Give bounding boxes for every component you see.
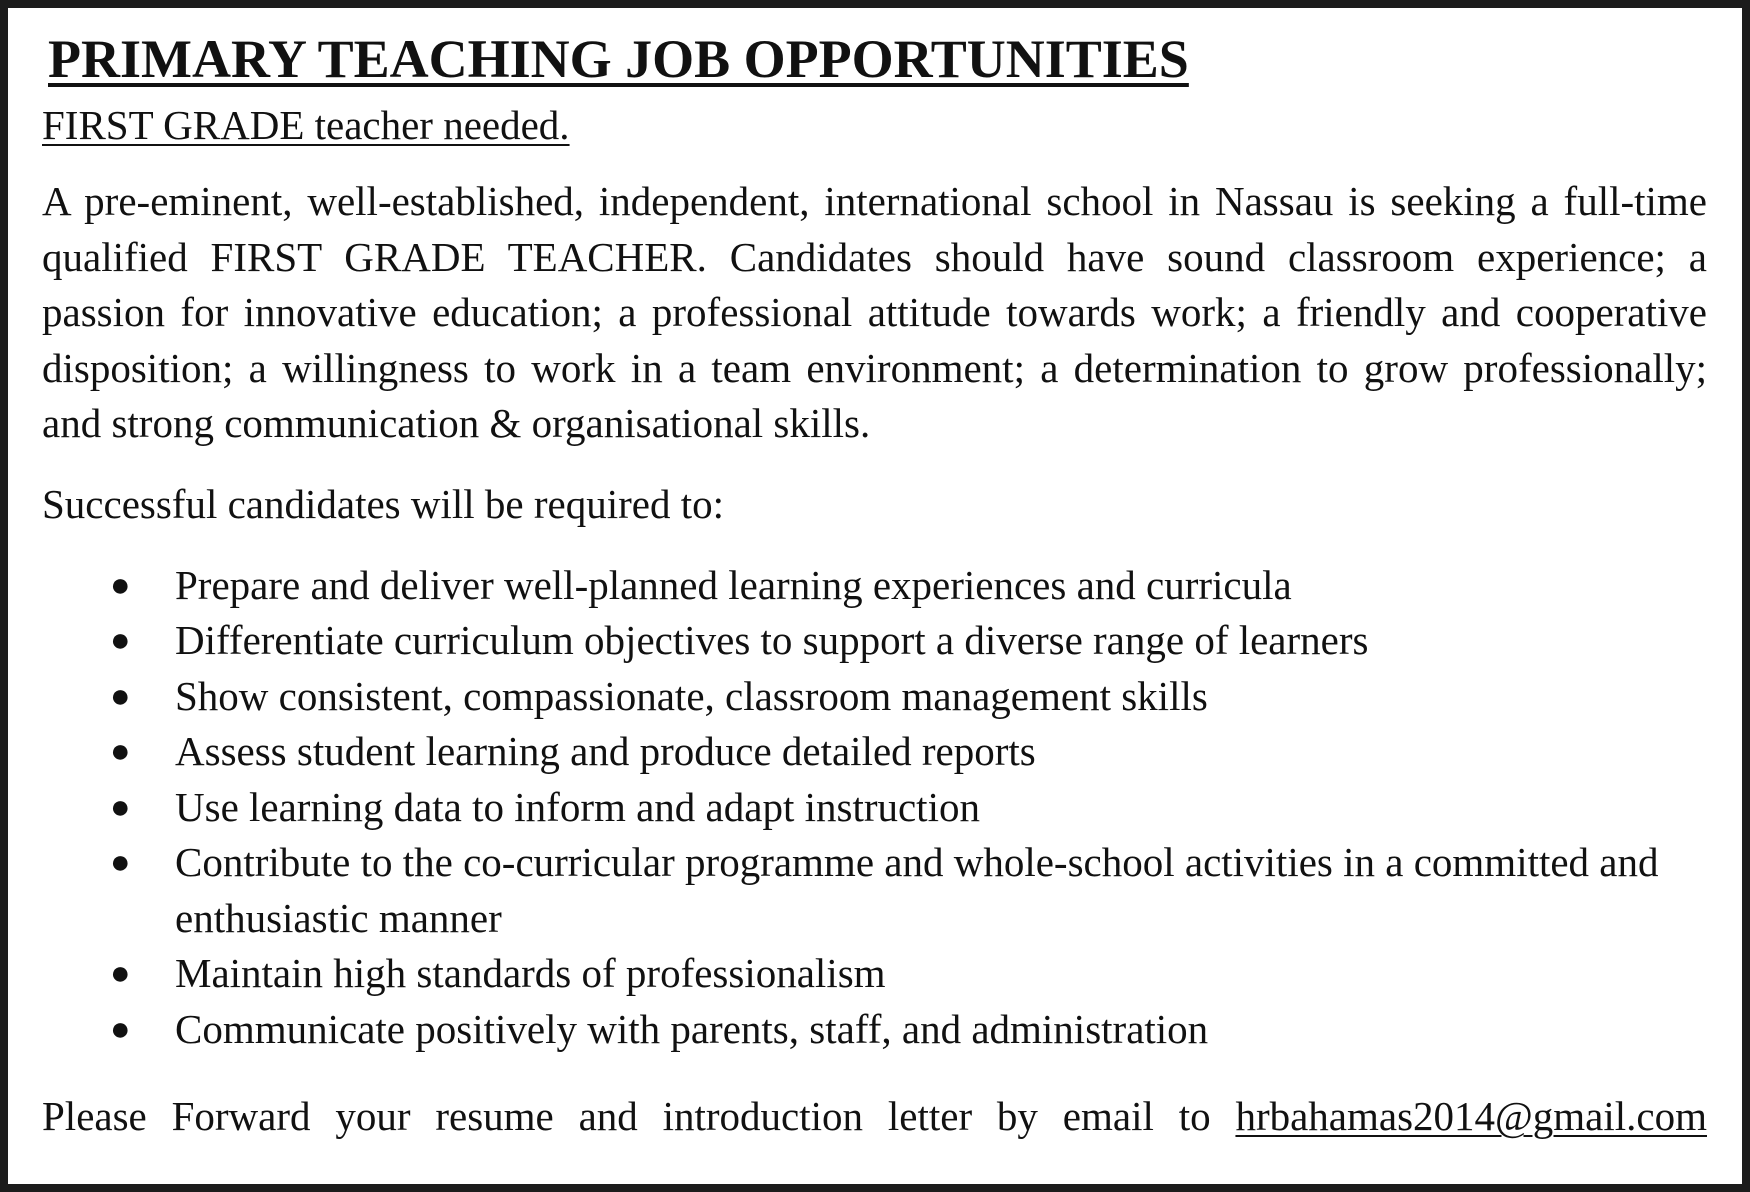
list-item — [42, 780, 1707, 836]
list-item — [42, 669, 1707, 725]
job-advert-page — [8, 8, 1742, 1184]
list-item — [42, 558, 1707, 614]
application-instructions — [42, 1089, 1707, 1144]
bullet-icon: ● — [110, 677, 131, 715]
duty-text: Use learning data to inform and adapt instruction — [175, 783, 980, 830]
duties-list — [42, 558, 1707, 1058]
duty-text: Prepare and deliver well-planned learning experiences and curricula — [175, 561, 1292, 608]
list-item — [42, 724, 1707, 780]
school-description: A pre-eminent, well-established, independent, international school in Nassau is seeking a full-time qualified FIRST GRADE TEACHER. Candidates should have sound classroom experience; a passion for innovative education; a professional attitude towards work; a friendly and cooperative disposition; a willingness to work in a team environment; a determination to grow professionally; and strong communication & organisational skills. — [42, 178, 1707, 446]
bullet-icon: ● — [110, 788, 131, 826]
duty-text: Differentiate curriculum objectives to support a diverse range of learners — [175, 617, 1369, 663]
page-title: PRIMARY TEACHING JOB OPPORTUNITIES — [48, 29, 1189, 89]
bullet-icon: ● — [110, 955, 131, 992]
list-item — [42, 835, 1707, 946]
list-item — [42, 946, 1707, 1002]
duty-text: Communicate positively with parents, staff, and administration — [175, 1005, 1209, 1052]
application-text: Please Forward your resume and introduction letter by email to — [42, 1093, 1211, 1139]
list-item — [42, 613, 1707, 669]
duty-text: Maintain high standards of professionalism — [175, 950, 886, 996]
bullet-icon: ● — [110, 1010, 131, 1048]
list-item — [42, 1002, 1707, 1058]
duty-text: Contribute to the co-curricular programme and whole-school activities in a committed and enthusiastic manner — [175, 839, 1659, 941]
email-link[interactable]: hrbahamas2014@gmail.com — [1235, 1093, 1707, 1139]
duties-lead: Successful candidates will be required to: — [42, 480, 724, 527]
duty-text: Show consistent, compassionate, classroom management skills — [175, 672, 1208, 719]
bullet-icon: ● — [110, 733, 131, 770]
duty-text: Assess student learning and produce detailed reports — [175, 728, 1036, 774]
bullet-icon: ● — [110, 566, 131, 604]
position-subtitle: FIRST GRADE teacher needed. — [42, 102, 570, 148]
bullet-icon: ● — [110, 622, 131, 659]
bullet-icon: ● — [110, 844, 131, 881]
